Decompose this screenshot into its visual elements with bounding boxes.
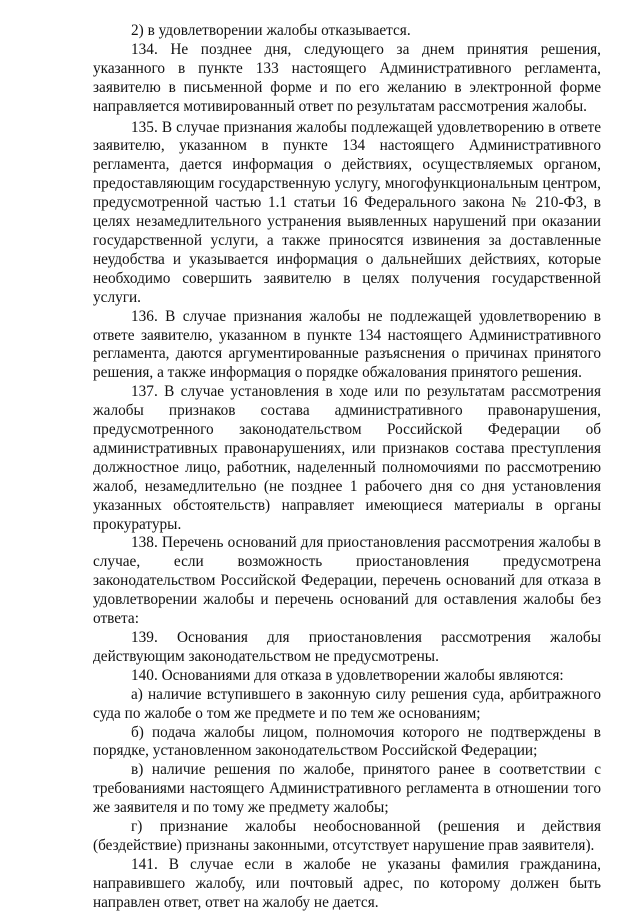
paragraph-item-2: 2) в удовлетворении жалобы отказывается. [131,22,411,39]
paragraph-138: 138. Перечень оснований для приостановления рассмотрения жалобы в случае, если возможность приостановления предусмотрена законодательством Российской Федерации, перечень оснований для отказа в удовлетворении жалобы и перечень оснований для оставления жалобы без ответа: [93,534,601,628]
paragraph-135: 135. В случае признания жалобы подлежащей удовлетворению в ответе заявителю, указанном в пункте 134 настоящего Административного регламента, дается информация о действиях, осуществляемых органом, предоставляющим государственную услугу, многофункциональным центром, предусмотренной частью 1.1 статьи 16 Федерального закона № 210-ФЗ, в целях незамедлительного устранения выявленных нарушений при оказании государственной услуги, а также приносятся извинения за доставленные неудобства и указывается информация о дальнейших действиях, которые необходимо совершить заявителю в целях получения государственной услуги. [93,118,601,306]
paragraph-140-v: в) наличие решения по жалобе, принятого ранее в соответствии с требованиями настоящего Административного регламента в отношении того же заявителя и по тому же предмету жалобы; [93,761,601,817]
paragraph-140-g: г) признание жалобы необоснованной (решения и действия (бездействие) признаны законными, отсутствует нарушение прав заявителя). [93,818,601,854]
paragraph-136: 136. В случае признания жалобы не подлежащей удовлетворению в ответе заявителю, указанном в пункте 134 настоящего Административного регламента, даются аргументированные разъяснения о причинах принятого решения, а также информация о порядке обжалования принятого решения. [93,307,601,382]
paragraph-137: 137. В случае установления в ходе или по результатам рассмотрения жалобы признаков состава административного правонарушения, предусмотренного законодательством Российской Федерации об административных правонарушениях, или признаков состава преступления должностное лицо, работник, наделенный полномочиями по рассмотрению жалоб, незамедлительно (не позднее 1 рабочего дня со дня установления указанных обстоятельств) направляет имеющиеся материалы в органы прокуратуры. [93,383,601,533]
paragraph-140-b: б) подача жалобы лицом, полномочия которого не подтверждены в порядке, установленном законодательством Российской Федерации; [93,723,601,760]
document-page [93,22,601,913]
paragraph-141: 141. В случае если в жалобе не указаны фамилия гражданина, направившего жалобу, или почтовый адрес, по которому должен быть направлен ответ, ответ на жалобу не дается. [93,855,601,911]
paragraph-140-a: а) наличие вступившего в законную силу решения суда, арбитражного суда по жалобе о том же предмете и по тем же основаниям; [93,685,601,722]
paragraph-134: 134. Не позднее дня, следующего за днем принятия решения, указанного в пункте 133 настоящего Административного регламента, заявителю в письменной форме и по его желанию в электронной форме направляется мотивированный ответ по результатам рассмотрения жалобы. [93,40,601,115]
paragraph-140: 140. Основаниями для отказа в удовлетворении жалобы являются: [131,666,564,684]
paragraph-139: 139. Основания для приостановления рассмотрения жалобы действующим законодательством не предусмотрены. [93,629,601,665]
